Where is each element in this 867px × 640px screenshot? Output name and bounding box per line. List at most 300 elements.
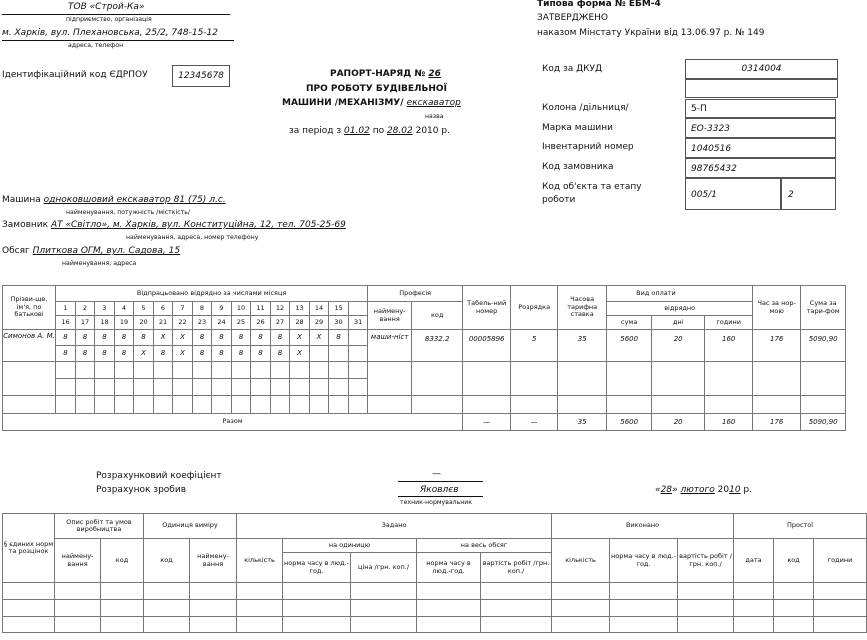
empty-cell[interactable] [705, 362, 753, 396]
empty-cell[interactable] [134, 362, 154, 379]
wh-done-cost: вартість робіт /грн. коп./ [678, 539, 734, 583]
report-title-text: РАПОРТ-НАРЯД № [330, 69, 426, 79]
wh-desc-name: наймену-вання [55, 539, 101, 583]
day-cell: 6 [154, 302, 173, 316]
empty-cell[interactable] [652, 396, 705, 414]
code-value-customer[interactable]: 98765432 [685, 158, 836, 178]
empty-cell[interactable] [193, 362, 212, 379]
day-mark[interactable]: 8 [95, 346, 115, 362]
day-mark[interactable]: 8 [271, 346, 290, 362]
day-cell: 31 [349, 316, 368, 330]
empty-cell[interactable] [610, 600, 678, 617]
day-mark[interactable] [310, 346, 329, 362]
day-mark[interactable]: Х [134, 346, 154, 362]
works-row [3, 583, 867, 600]
empty-cell[interactable] [753, 362, 801, 396]
empty-cell[interactable] [95, 379, 115, 396]
day-cell [349, 302, 368, 316]
empty-cell[interactable] [173, 379, 193, 396]
total-tab: — [463, 414, 511, 431]
calc-date[interactable] [655, 485, 752, 495]
empty-cell[interactable] [801, 362, 846, 396]
day-mark[interactable]: 8 [251, 330, 271, 346]
customer-caption: найменування, адреса, номер телефону [126, 234, 259, 241]
enterprise-line [2, 14, 230, 15]
coef-line [398, 481, 483, 482]
machine-type-caption: назва [425, 113, 444, 120]
empty-cell[interactable] [511, 396, 558, 414]
empty-cell[interactable] [368, 362, 412, 396]
day-cell: 16 [56, 316, 76, 330]
day-mark[interactable]: 8 [56, 330, 76, 346]
day-mark[interactable]: 8 [212, 346, 232, 362]
day-cell: 29 [310, 316, 329, 330]
empty-cell[interactable] [678, 583, 734, 600]
day-cell: 23 [193, 316, 212, 330]
enterprise-name: ТОВ «Строй-Ка» [68, 2, 145, 12]
empty-cell[interactable] [3, 617, 55, 633]
code-value-object[interactable]: 005/1 [685, 178, 781, 210]
empty-cell[interactable] [290, 379, 310, 396]
day-mark[interactable]: 8 [271, 330, 290, 346]
empty-cell[interactable] [55, 600, 101, 617]
wh-pu-norm: норма часу в люд.-год. [283, 553, 351, 583]
day-cell: 4 [115, 302, 134, 316]
empty-cell[interactable] [552, 583, 610, 600]
empty-cell[interactable] [3, 396, 56, 414]
empty-cell[interactable] [101, 600, 144, 617]
machine-line [2, 195, 226, 205]
empty-cell[interactable] [814, 600, 867, 617]
wh-done-norm: норма часу в люд.-год. [610, 539, 678, 583]
day-mark[interactable] [349, 330, 368, 346]
empty-cell[interactable] [310, 396, 329, 414]
wh-idle: Простої [734, 514, 867, 539]
code-label-dkud: Код за ДКУД [542, 64, 603, 74]
date-year: 10 [729, 485, 741, 495]
empty-cell[interactable] [734, 617, 774, 633]
wh-tv-cost: вартість робіт /грн. коп./ [481, 553, 552, 583]
worker-grade[interactable]: 5 [511, 330, 558, 362]
date-day: 28 [660, 485, 673, 495]
empty-cell[interactable] [283, 600, 351, 617]
empty-cell[interactable] [76, 379, 95, 396]
day-mark[interactable] [349, 346, 368, 362]
period-to: 28.02 [386, 126, 413, 136]
date-suffix: р. [743, 485, 752, 495]
machine-value: одноковшовий екскаватор 81 (75) л.с. [43, 195, 226, 205]
empty-cell[interactable] [558, 396, 607, 414]
empty-cell[interactable] [774, 600, 814, 617]
day-mark[interactable]: 8 [193, 346, 212, 362]
enterprise-caption: підприємство, організація [66, 16, 152, 23]
empty-cell[interactable] [417, 600, 481, 617]
day-cell: 17 [76, 316, 95, 330]
day-mark[interactable]: Х [154, 330, 173, 346]
empty-cell[interactable] [349, 379, 368, 396]
wh-idle-code: код [774, 539, 814, 583]
empty-cell[interactable] [463, 362, 511, 396]
empty-cell[interactable] [283, 583, 351, 600]
wh-task-qty: кількість [237, 539, 283, 583]
empty-cell[interactable] [678, 617, 734, 633]
code-value-stage[interactable]: 2 [781, 178, 836, 210]
empty-cell[interactable] [193, 379, 212, 396]
worker-norm-hours[interactable]: 176 [753, 330, 801, 362]
machine-label: Машина [2, 195, 41, 205]
form-name: Типова форма № ЕБМ-4 [537, 0, 661, 9]
empty-cell[interactable] [190, 583, 237, 600]
empty-cell[interactable] [463, 396, 511, 414]
report-number: 26 [428, 69, 441, 79]
empty-cell[interactable] [212, 396, 232, 414]
empty-cell[interactable] [610, 617, 678, 633]
period-from: 01.02 [344, 126, 370, 136]
day-cell: 19 [115, 316, 134, 330]
object-caption: найменування, адреса [62, 260, 137, 267]
empty-cell[interactable] [232, 396, 251, 414]
day-mark[interactable]: Х [290, 346, 310, 362]
day-mark[interactable] [329, 346, 349, 362]
empty-cell[interactable] [154, 396, 173, 414]
day-cell: 10 [232, 302, 251, 316]
empty-cell[interactable] [368, 396, 412, 414]
wh-unit: Одиниця виміру [144, 514, 237, 539]
date-year-prefix: 20 [717, 485, 730, 495]
worker-prof-code[interactable]: 8332.2 [412, 330, 463, 362]
worker-profession[interactable]: маши-ніст [368, 330, 412, 362]
code-value-inventory[interactable]: 1040516 [685, 138, 836, 158]
empty-cell[interactable] [753, 396, 801, 414]
wh-done-qty: кількість [552, 539, 610, 583]
made-caption: техник-нормувальник [400, 499, 473, 506]
th-pay-type: Вид оплати [607, 286, 705, 302]
empty-cell[interactable] [814, 617, 867, 633]
empty-cell[interactable] [237, 600, 283, 617]
approval-order: наказом Мінстату України від 13.06.97 р. № 149 [537, 28, 765, 38]
empty-cell[interactable] [310, 362, 329, 379]
date-close: » [672, 485, 678, 495]
wh-idle-hours: години [814, 539, 867, 583]
empty-cell[interactable] [558, 362, 607, 396]
worker-hours[interactable]: 160 [705, 330, 753, 362]
empty-cell[interactable] [552, 600, 610, 617]
code-label-brand: Марка машини [542, 123, 613, 133]
empty-cell[interactable] [115, 379, 134, 396]
empty-cell[interactable] [101, 617, 144, 633]
empty-cell[interactable] [283, 617, 351, 633]
wh-unit-code: код [144, 539, 190, 583]
empty-cell[interactable] [134, 396, 154, 414]
empty-cell[interactable] [417, 583, 481, 600]
wh-num: § єдиних норм та розцінок [3, 514, 55, 583]
code-value-dkud[interactable]: 0314004 [685, 59, 838, 80]
code-value-brand[interactable]: ЕО-3323 [685, 118, 836, 138]
worker-row [3, 330, 846, 346]
empty-cell[interactable] [76, 396, 95, 414]
empty-cell[interactable] [774, 583, 814, 600]
empty-cell[interactable] [3, 600, 55, 617]
day-mark[interactable]: 8 [193, 330, 212, 346]
wh-desc: Опис робіт та умов виробництва [55, 514, 144, 539]
made-value[interactable]: Яковлєв [420, 485, 459, 495]
day-cell: 25 [232, 316, 251, 330]
empty-cell[interactable] [3, 583, 55, 600]
day-cell: 12 [271, 302, 290, 316]
empty-cell[interactable] [232, 362, 251, 379]
day-cell: 2 [76, 302, 95, 316]
total-tariff-sum: 5090,90 [801, 414, 846, 431]
day-cell: 28 [290, 316, 310, 330]
empty-cell[interactable] [774, 617, 814, 633]
day-cell: 21 [154, 316, 173, 330]
day-mark[interactable]: Х [173, 330, 193, 346]
period-prefix: за період з [289, 126, 342, 136]
empty-cell[interactable] [237, 617, 283, 633]
day-mark[interactable]: 8 [329, 330, 349, 346]
empty-cell[interactable] [193, 396, 212, 414]
empty-cell[interactable] [351, 617, 417, 633]
total-sum: 5600 [607, 414, 652, 431]
empty-cell[interactable] [351, 583, 417, 600]
customer-label: Замовник [2, 220, 49, 230]
empty-cell[interactable] [251, 362, 271, 379]
day-mark[interactable]: 8 [115, 346, 134, 362]
day-mark[interactable]: 8 [95, 330, 115, 346]
empty-cell[interactable] [511, 362, 558, 396]
empty-cell[interactable] [349, 362, 368, 379]
empty-cell[interactable] [290, 396, 310, 414]
empty-cell[interactable] [251, 396, 271, 414]
day-mark[interactable]: Х [310, 330, 329, 346]
empty-cell[interactable] [417, 617, 481, 633]
day-cell: 7 [173, 302, 193, 316]
empty-cell[interactable] [481, 600, 552, 617]
timesheet-table [2, 285, 846, 431]
approved-label: ЗАТВЕРДЖЕНО [537, 13, 608, 23]
empty-cell[interactable] [190, 600, 237, 617]
empty-cell[interactable] [144, 583, 190, 600]
empty-cell[interactable] [607, 396, 652, 414]
day-mark[interactable]: 8 [232, 330, 251, 346]
empty-cell[interactable] [173, 362, 193, 379]
object-line [2, 246, 180, 256]
day-mark[interactable]: 8 [154, 346, 173, 362]
machine-type: екскаватор [406, 98, 461, 108]
th-profession: Професія [368, 286, 463, 302]
wh-tv-norm: норма часу в люд.-год. [417, 553, 481, 583]
empty-cell[interactable] [678, 600, 734, 617]
day-cell: 20 [134, 316, 154, 330]
day-mark[interactable]: 8 [76, 346, 95, 362]
day-cell: 24 [212, 316, 232, 330]
machine-title-text: МАШИНИ /МЕХАНІЗМУ/ [282, 98, 404, 108]
empty-cell[interactable] [310, 379, 329, 396]
empty-cell[interactable] [134, 379, 154, 396]
made-label: Розрахунок зробив [96, 485, 186, 495]
empty-cell[interactable] [173, 396, 193, 414]
empty-cell[interactable] [56, 362, 76, 379]
day-mark[interactable]: 8 [232, 346, 251, 362]
empty-cell[interactable] [115, 396, 134, 414]
empty-cell[interactable] [610, 583, 678, 600]
empty-cell[interactable] [271, 362, 290, 379]
empty-cell[interactable] [154, 362, 173, 379]
worker-name[interactable]: Симонов А. М. [3, 330, 56, 362]
empty-cell[interactable] [190, 617, 237, 633]
report-title [330, 69, 441, 79]
code-value-column[interactable]: 5-П [685, 99, 836, 118]
code-label-object: Код об'єкта та етапу роботи [542, 182, 642, 205]
th-tab-number: Табель-ний номер [463, 286, 511, 330]
code-label-column: Колона /дільниця/ [542, 103, 629, 113]
code-label-customer: Код замовника [542, 162, 614, 172]
address-caption: адреса, телефон [68, 42, 124, 49]
empty-cell[interactable] [412, 362, 463, 396]
th-prof-code: код [412, 302, 463, 330]
address-line [2, 40, 234, 41]
day-mark[interactable]: 8 [76, 330, 95, 346]
empty-cell[interactable] [705, 396, 753, 414]
day-cell: 27 [271, 316, 290, 330]
day-mark[interactable]: 8 [134, 330, 154, 346]
wh-idle-date: дата [734, 539, 774, 583]
empty-cell[interactable] [271, 379, 290, 396]
day-mark[interactable]: 8 [251, 346, 271, 362]
worker-tariff-sum[interactable]: 5090,90 [801, 330, 846, 362]
empty-cell[interactable] [76, 362, 95, 379]
empty-cell[interactable] [734, 600, 774, 617]
wh-done: Виконано [552, 514, 734, 539]
day-cell: 26 [251, 316, 271, 330]
wh-desc-code: код [101, 539, 144, 583]
code-label-inventory: Інвентарний номер [542, 142, 634, 152]
works-table [2, 513, 867, 633]
empty-cell[interactable] [607, 362, 652, 396]
empty-cell[interactable] [329, 379, 349, 396]
empty-cell[interactable] [3, 362, 56, 396]
empty-cell[interactable] [349, 396, 368, 414]
edrpou-label: Ідентифікаційний код ЄДРПОУ [2, 70, 148, 80]
empty-cell[interactable] [144, 600, 190, 617]
wh-pu-price: ціна /грн. коп./ [351, 553, 417, 583]
th-prof-name: наймену-вання [368, 302, 412, 330]
empty-cell[interactable] [144, 617, 190, 633]
report-period [289, 126, 450, 136]
th-norm-hours: Час за нор-мою [753, 286, 801, 330]
empty-cell[interactable] [212, 379, 232, 396]
empty-cell[interactable] [652, 362, 705, 396]
day-cell: 8 [193, 302, 212, 316]
th-grade: Розрядка [511, 286, 558, 330]
date-open: « [655, 485, 661, 495]
empty-cell[interactable] [237, 583, 283, 600]
empty-cell[interactable] [412, 396, 463, 414]
total-norm-hours: 176 [753, 414, 801, 431]
empty-cell[interactable] [95, 396, 115, 414]
empty-cell[interactable] [271, 396, 290, 414]
total-rate: 35 [558, 414, 607, 431]
empty-cell[interactable] [55, 617, 101, 633]
empty-cell[interactable] [481, 583, 552, 600]
day-mark[interactable]: 8 [56, 346, 76, 362]
worker-sum[interactable]: 5600 [607, 330, 652, 362]
date-month: лютого [680, 485, 715, 495]
empty-cell[interactable] [251, 379, 271, 396]
empty-worker-row [3, 362, 846, 379]
report-machine-title [282, 98, 461, 108]
day-mark[interactable]: Х [290, 330, 310, 346]
machine-caption: найменування, потужність /місткість/ [66, 209, 190, 216]
coef-value[interactable]: — [432, 469, 441, 479]
empty-cell[interactable] [154, 379, 173, 396]
code-blank-cell [685, 78, 838, 98]
day-cell: 9 [212, 302, 232, 316]
th-sum: сума [607, 316, 652, 330]
th-hours: години [705, 316, 753, 330]
object-value: Плиткова ОГМ, вул. Садова, 15 [32, 246, 181, 256]
empty-cell[interactable] [101, 583, 144, 600]
day-cell: 1 [56, 302, 76, 316]
day-mark[interactable]: 8 [212, 330, 232, 346]
th-days: Відпрацьовано відрядно за числами місяця [56, 286, 368, 302]
made-line [398, 496, 483, 497]
day-mark[interactable]: Х [173, 346, 193, 362]
empty-cell[interactable] [55, 583, 101, 600]
works-row [3, 617, 867, 633]
works-row [3, 600, 867, 617]
empty-cell[interactable] [814, 583, 867, 600]
empty-cell[interactable] [56, 396, 76, 414]
total-grade: — [511, 414, 558, 431]
day-cell: 22 [173, 316, 193, 330]
enterprise-address: м. Харків, вул. Плехановська, 25/2, 748-15-12 [2, 28, 218, 38]
worker-days[interactable]: 20 [652, 330, 705, 362]
empty-cell[interactable] [734, 583, 774, 600]
customer-line [2, 220, 346, 230]
empty-cell[interactable] [329, 396, 349, 414]
empty-cell[interactable] [232, 379, 251, 396]
empty-cell[interactable] [351, 600, 417, 617]
day-cell: 11 [251, 302, 271, 316]
wh-per-unit: на одиницю [283, 539, 417, 553]
day-cell: 14 [310, 302, 329, 316]
empty-worker-row-3 [3, 396, 846, 414]
worker-tab-number[interactable]: 00005896 [463, 330, 511, 362]
empty-cell[interactable] [56, 379, 76, 396]
day-cell: 18 [95, 316, 115, 330]
day-mark[interactable]: 8 [115, 330, 134, 346]
empty-cell[interactable] [329, 362, 349, 379]
period-year: 2010 р. [415, 126, 450, 136]
report-subtitle: ПРО РОБОТУ БУДІВЕЛЬНОЇ [306, 84, 447, 94]
th-pay-type-blank [705, 286, 753, 302]
total-row [3, 414, 846, 431]
empty-cell[interactable] [115, 362, 134, 379]
edrpou-value[interactable]: 12345678 [172, 65, 230, 87]
empty-cell[interactable] [212, 362, 232, 379]
total-days: 20 [652, 414, 705, 431]
empty-cell[interactable] [801, 396, 846, 414]
empty-cell[interactable] [481, 617, 552, 633]
empty-cell[interactable] [95, 362, 115, 379]
empty-cell[interactable] [552, 617, 610, 633]
days-row-1 [3, 302, 846, 316]
customer-value: АТ «Світло», м. Харків, вул. Конституційна, 12, тел. 705-25-69 [50, 220, 346, 230]
empty-cell[interactable] [290, 362, 310, 379]
worker-rate[interactable]: 35 [558, 330, 607, 362]
object-label: Обсяг [2, 246, 30, 256]
